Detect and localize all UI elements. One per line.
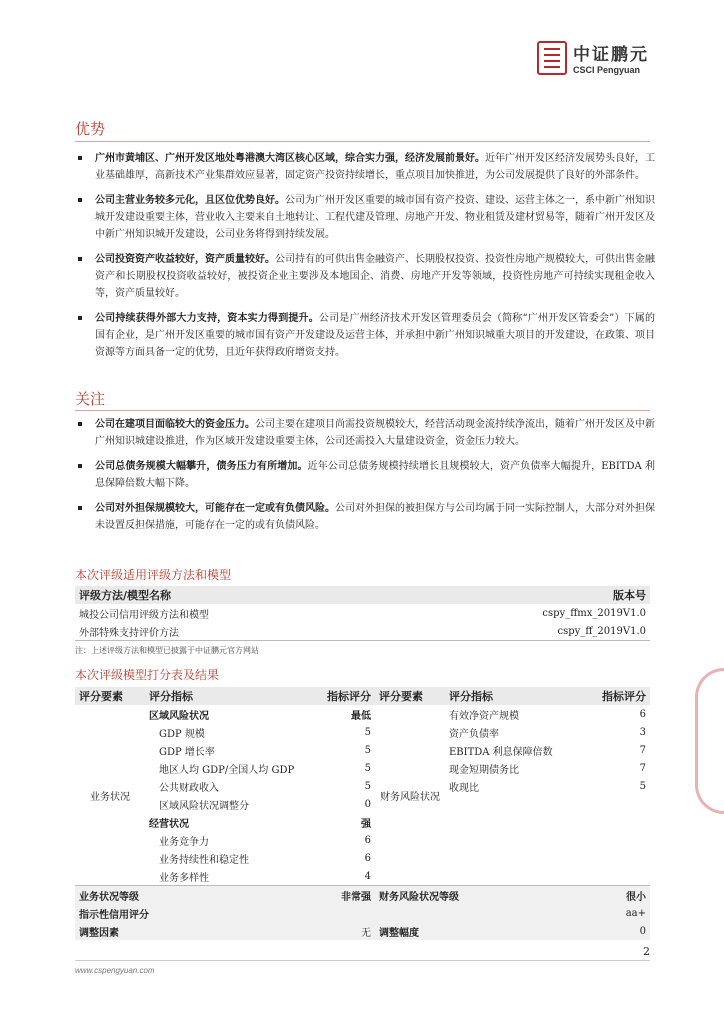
methods-table-title: 本次评级适用评级方法和模型	[75, 568, 232, 582]
strengths-list	[75, 150, 655, 369]
concerns-heading: 关注	[75, 390, 106, 408]
concerns-list	[75, 416, 655, 542]
list-item: 公司总债务规模大幅攀升，债务压力有所增加。近年公司总债务规模持续增长且规模较大，资产负债率大幅提升，EBITDA 利息保障倍数大幅下降。	[75, 458, 655, 492]
list-item: 公司投资资产收益较好，资产质量较好。公司持有的可供出售金融资产、长期股权投资、投资性房地产规模较大，可供出售金融资产和长期股权投资收益较好，被投资企业主要涉及本地国企、消费、房地产开发等领域，投资性房地产可持续实现租金收入等，资产质量较好。	[75, 251, 655, 302]
table-row: GDP 增长率 5 EBITDA 利息保障倍数 7	[159, 744, 646, 758]
page-number: 2	[643, 945, 650, 958]
column-header: 版本号	[393, 586, 650, 604]
table-row: 经营状况 强	[149, 818, 371, 830]
seal-stamp	[695, 668, 724, 814]
logo-icon	[537, 41, 567, 75]
table-row: 业务竞争力 6	[159, 834, 371, 848]
list-item: 公司在建项目面临较大的资金压力。公司主要在建项目尚需投资规模较大，经营活动现金流持续净流出，随着广州开发区及中新广州知识城建设推进，作为区域开发建设重要主体，公司还需投入大量建设资金，资金压力较大。	[75, 416, 655, 450]
methods-note: 注：上述评级方法和模型已披露于中证鹏元官方网站	[75, 646, 259, 655]
table-row: 区域风险状况调整分 0	[159, 798, 371, 812]
table-row: GDP 规模 5 资产负债率 3	[159, 726, 646, 740]
table-row: 公共财政收入 5 收现比 5	[159, 780, 646, 794]
table-row: 城投公司信用评级方法和模型 cspy_ffmx_2019V1.0	[79, 607, 646, 621]
table-row: 业务持续性和稳定性 6	[159, 852, 371, 866]
summary-row: 业务状况等级 非常强 财务风险状况等级 很小	[75, 886, 650, 905]
methods-table	[75, 586, 650, 641]
table-row: 外部特殊支持评价方法 cspy_ff_2019V1.0	[75, 622, 650, 641]
divider	[75, 410, 650, 411]
model-score-table	[75, 687, 650, 940]
brand-name-cn: 中证鹏元	[573, 45, 649, 65]
table-row: 地区人均 GDP/全国人均 GDP 5 现金短期债务比 7	[159, 762, 646, 776]
divider	[75, 960, 650, 961]
brand-logo	[537, 40, 649, 75]
column-header: 评级方法/模型名称	[75, 586, 393, 604]
list-item: 广州市黄埔区、广州开发区地处粤港澳大湾区核心区域，综合实力强，经济发展前景好。近年广州开发区经济发展势头良好，工业基础雄厚，高新技术产业集群效应显著，固定资产投资持续增长，重点项目加快推进，为公司发展提供了良好的外部条件。	[75, 150, 655, 184]
summary-row: 调整因素 无 调整幅度 0	[75, 922, 650, 940]
summary-row: 指示性信用评分 aa+	[75, 904, 650, 922]
list-item: 公司主营业务较多元化，且区位优势良好。公司为广州开发区重要的城市国有资产投资、建设、运营主体之一，系中新广州知识城开发建设重要主体，营业收入主要来自土地转让、工程代建及管理、房地产开发、物业租赁及建材贸易等，随着广州开发区及中新广州知识城开发建设，公司业务将得到持续发展。	[75, 192, 655, 243]
table-row: 业务多样性 4	[159, 870, 371, 884]
list-item: 公司对外担保规模较大，可能存在一定或有负债风险。公司对外担保的被担保方与公司均属于同一实际控制人，大部分对外担保未设置反担保措施，可能存在一定的或有负债风险。	[75, 500, 655, 534]
brand-name-en: CSCI Pengyuan	[573, 65, 641, 75]
table-header-row: 评分要素 评分指标 指标评分 评分要素 评分指标 指标评分	[75, 687, 650, 705]
footer-url: www.cspengyuan.com	[75, 966, 155, 975]
model-table-title: 本次评级模型打分表及结果	[75, 668, 220, 682]
table-row: 业务状况 区域风险状况 最低 财务风险状况 有效净资产规模 6	[90, 708, 646, 803]
strengths-heading: 优势	[75, 120, 106, 138]
divider	[75, 141, 650, 142]
list-item: 公司持续获得外部大力支持，资本实力得到提升。公司是广州经济技术开发区管理委员会（简称“广州开发区管委会”）下属的国有企业，是广州开发区重要的城市国有资产开发建设及运营主体，并承担中新广州知识城重大项目的开发建设，在政策、项目资源等方面具备一定的优势，且近年获得政府增资支持。	[75, 310, 655, 361]
table-header-row	[75, 586, 650, 604]
